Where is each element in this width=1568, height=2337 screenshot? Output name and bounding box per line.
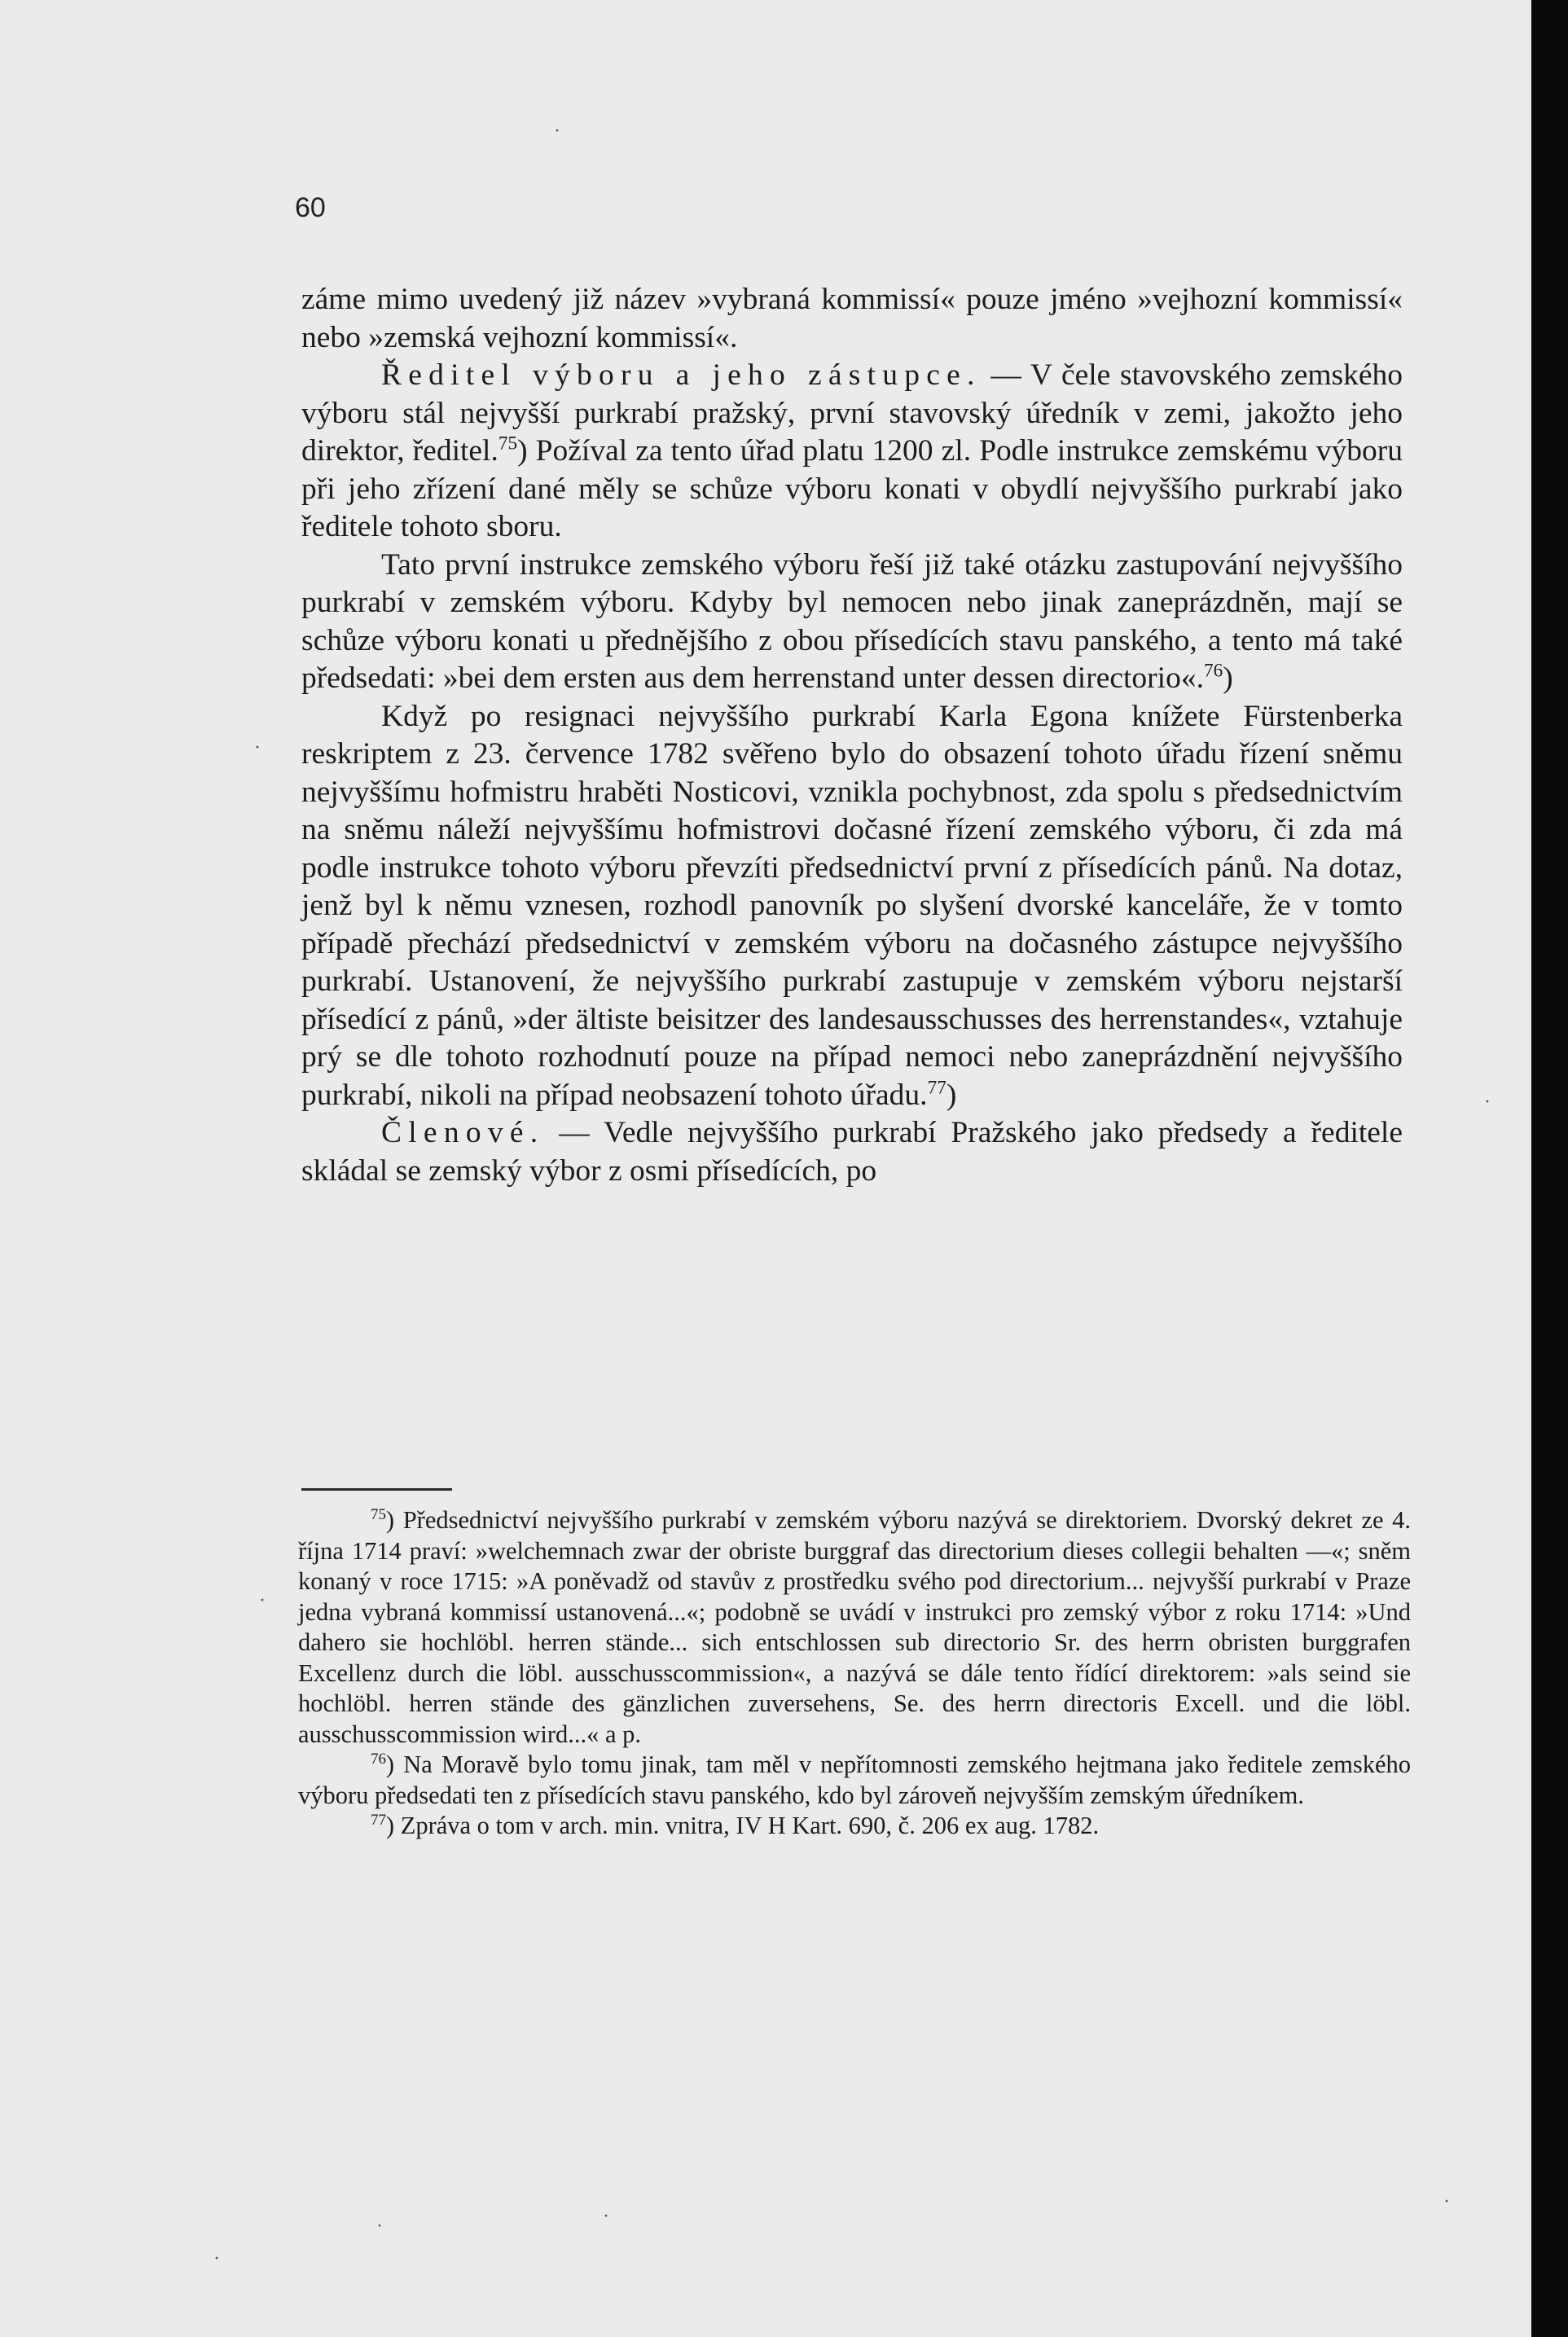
paragraph-4 — [301, 698, 1403, 1115]
scan-speck-mark: · — [554, 121, 560, 142]
paragraph-text: — Vedle nejvyššího purkrabí Pražského jako předsedy a ředitele skládal se zemský výbor z osmi přísedících, po — [301, 1116, 1403, 1188]
scan-speck-mark: · — [1484, 1092, 1491, 1113]
scan-border — [1531, 0, 1568, 2337]
footnotes — [298, 1505, 1411, 1842]
paragraph-text: záme mimo uvedený již název »vybraná kommissí« pouze jméno »vejhozní kommissí« nebo »zemská vejhozní kommissí«. — [301, 283, 1403, 354]
footnote-number: 77 — [371, 1811, 386, 1829]
paragraph-3 — [301, 547, 1403, 698]
scan-speck-mark: · — [213, 2248, 220, 2269]
scan-speck-mark: · — [1443, 2191, 1450, 2212]
scan-speck-mark: · — [259, 1590, 266, 1611]
footnote-text: ) Předsednictví nejvyššího purkrabí v zemském výboru nazývá se direktoriem. Dvorský dekret ze 4. října 1714 praví: »welchemnach zwar der obriste burggraf das directorium dieses collegii behalten —«; sněm konaný v roce 1715: »A poněvadž od stavův z prostředku svého pod directorium... nejvyšší purkrabí v Praze jedna vybraná kommissí ustanovená...«; podobně se uvádí v instrukci pro zemský výbor z roku 1714: »Und dahero sie hochlöbl. herren stände... sich entschlossen sub directorio Sr. des herrn obristen burggrafen Excellenz durch die löbl. ausschusscommission«, a nazývá se dále tento řídící direktorem: »als seind sie hochlöbl. herren stände des gänzlichen zuversehens, Se. des herrn directoris Excell. und die löbl. ausschusscommission wird...« a p. — [298, 1506, 1411, 1748]
paragraph-1 — [301, 281, 1403, 357]
paragraph-text: Tato první instrukce zemského výboru řeší již také otázku zastupování nejvyššího purkrabí v zemském výboru. Kdyby byl nemocen nebo jinak zaneprázdněn, mají se schůze výboru konati u přednějšího z obou přísedících stavu panského, a tento má také předsedati: »bei dem ersten aus dem herrenstand unter dessen directorio«. — [301, 547, 1403, 695]
footnote-77 — [298, 1811, 1411, 1842]
footnote-ref-76[interactable]: 76 — [1203, 660, 1223, 682]
footnote-divider — [301, 1488, 452, 1491]
paragraph-5 — [301, 1114, 1403, 1190]
main-text — [301, 281, 1403, 1190]
paragraph-text-continued: ) — [1223, 661, 1233, 695]
scan-speck-mark: · — [376, 2216, 383, 2237]
paragraph-text: — V čele stavovského zemského výboru stál nejvyšší purkrabí pražský, první stavovský úředník v zemi, jakožto jeho direktor, ředitel. — [301, 358, 1403, 468]
footnote-text: ) Zpráva o tom v arch. min. vnitra, IV H Kart. 690, č. 206 ex aug. 1782. — [385, 1812, 1100, 1839]
footnote-75 — [298, 1505, 1411, 1750]
scan-speck-mark: · — [254, 737, 261, 758]
footnote-number: 75 — [371, 1505, 386, 1523]
paragraph-text-continued: ) Požíval za tento úřad platu 1200 zl. Podle instrukce zemskému výboru při jeho zřízení dané měly se schůze výboru konati v obydlí nejvyššího purkrabí jako ředitele tohoto sboru. — [301, 434, 1403, 543]
paragraph-2 — [301, 357, 1403, 547]
footnote-number: 76 — [371, 1750, 386, 1768]
section-heading-members: Členové. — [381, 1116, 545, 1149]
footnote-76 — [298, 1750, 1411, 1811]
paragraph-text: Když po resignaci nejvyššího purkrabí Karla Egona knížete Fürstenberka reskriptem z 23. července 1782 svěřeno bylo do obsazení tohoto úřadu řízení sněmu nejvyššímu hofmistru hraběti Nosticovi, vznikla pochybnost, zda spolu s předsednictvím na sněmu náleží nejvyššímu hofmistrovi dočasné řízení zemského výboru, či zda má podle instrukce tohoto výboru převzíti předsednictví první z přísedících pánů. Na dotaz, jenž byl k němu vznesen, rozhodl panovník po slyšení dvorské kanceláře, že v tomto případě přechází předsednictví v zemském výboru na dočasného zástupce nejvyššího purkrabí. Ustanovení, že nejvyššího purkrabí zastupuje v zemském výboru nejstarší přísedící z pánů, »der ältiste beisitzer des landesausschusses des herrenstandes«, vztahuje prý se dle tohoto rozhodnutí pouze na případ nemoci nebo zaneprázdnění nejvyššího purkrabí, nikoli na případ neobsazení tohoto úřadu. — [301, 699, 1403, 1112]
paragraph-text-continued: ) — [946, 1078, 957, 1112]
footnote-text: ) Na Moravě bylo tomu jinak, tam měl v nepřítomnosti zemského hejtmana jako ředitele zemského výboru předsedati ten z přísedících stavu panského, kdo byl zároveň nejvyšším zemským úředníkem. — [298, 1751, 1411, 1809]
page-number: 60 — [295, 192, 326, 223]
section-heading-director: Ředitel výboru a jeho zástupce. — [381, 358, 982, 392]
scan-speck-mark: · — [603, 2206, 609, 2227]
footnote-ref-77[interactable]: 77 — [927, 1077, 947, 1098]
footnote-ref-75[interactable]: 75 — [498, 433, 518, 455]
